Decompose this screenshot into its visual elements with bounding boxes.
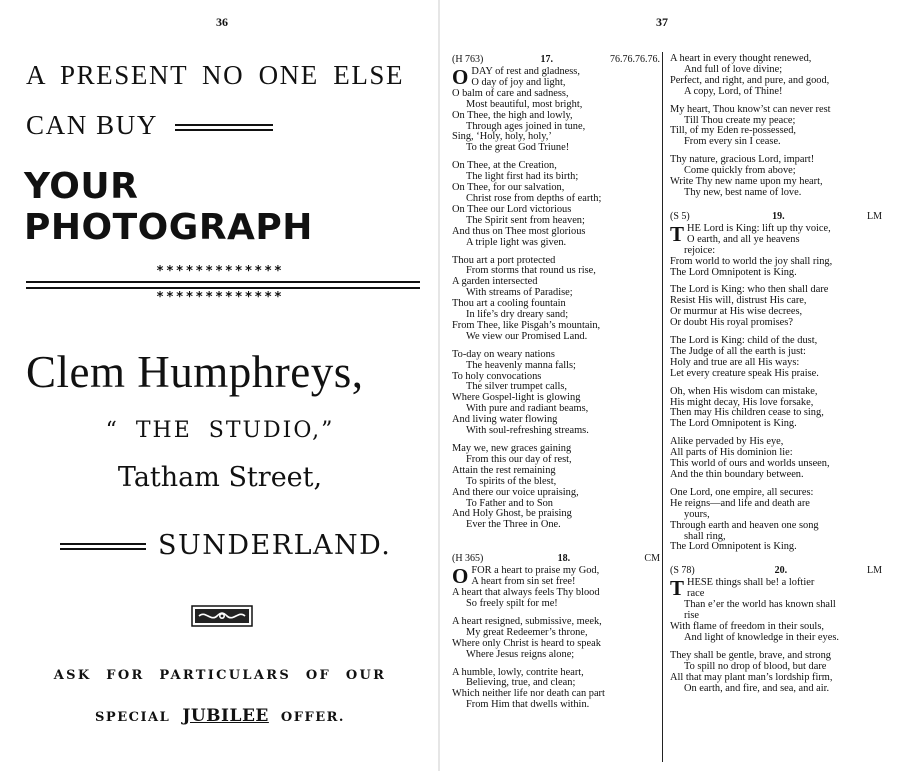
verse-line: Which neither life nor death can part — [452, 688, 605, 700]
hymn-ref: (S 5) — [670, 210, 690, 222]
hymn-meter: 76.76.76.76. — [609, 54, 660, 65]
stanza — [452, 668, 660, 712]
verse-line: Till, of my Eden re-possessed, — [670, 125, 797, 137]
right-page — [440, 0, 900, 771]
verse-line: With flame of freedom in their souls, — [670, 620, 824, 632]
stanza — [670, 155, 882, 199]
stanza — [670, 221, 882, 279]
verse-line: From world to world the joy shall ring, — [670, 255, 833, 267]
stanza — [670, 488, 882, 553]
verse-line: Till Thou create my peace; — [684, 114, 796, 126]
verse-line: We view our Promised Land. — [466, 330, 588, 342]
verse-line: race — [687, 588, 705, 600]
verse-line: rise — [684, 610, 700, 622]
verse-line: May we, new graces gaining — [452, 443, 572, 454]
verse-line: With pure and radiant beams, — [466, 403, 589, 415]
verse-line: And light of knowledge in their eyes. — [684, 631, 839, 643]
verse-line: A heart that always feels Thy blood — [452, 587, 600, 599]
town-line — [60, 530, 391, 561]
verse-line: Thy nature, gracious Lord, impart! — [670, 154, 815, 166]
verse-line: And the thin boundary between. — [670, 469, 804, 480]
verse-line: In life’s dry dreary sand; — [466, 309, 569, 321]
column-divider — [662, 52, 663, 762]
verse-line: All parts of His dominion lie: — [670, 447, 793, 459]
drop-cap: O — [452, 65, 469, 89]
verse-line: To Father and to Son — [466, 497, 554, 509]
verse-line: A humble, lowly, contrite heart, — [452, 666, 584, 678]
stanza — [670, 651, 882, 695]
verse-line: rejoice: — [684, 244, 716, 256]
hymn-ref: (H 365) — [452, 553, 484, 565]
verse-line: Believing, true, and clean; — [466, 677, 576, 689]
verse-line: Ever the Three in One. — [466, 519, 561, 531]
hymn-header — [670, 211, 882, 222]
verse-line: One Lord, one empire, all secures: — [670, 486, 814, 498]
ad-headline-line2 — [26, 110, 273, 141]
verse-line: Then may His children cease to sing, — [670, 407, 824, 419]
page-number-left: 36 — [216, 15, 228, 29]
verse-line: And thus on Thee most glorious — [452, 225, 586, 237]
hymn-block — [670, 211, 882, 553]
verse-line: O day of joy and light, — [471, 76, 566, 88]
verse-line: Thou art a cooling fountain — [452, 298, 566, 310]
verse-line: A heart in every thought renewed, — [670, 53, 812, 64]
hymn-block — [452, 553, 660, 711]
verse-line: All that may plant man’s lordship firm, — [670, 671, 833, 683]
verse-text: HE Lord is King: lift up thy voice, — [687, 222, 831, 234]
verse-line: Alike pervaded by His eye, — [670, 436, 784, 448]
double-rule — [60, 543, 146, 550]
street-address: Tatham Street, — [117, 462, 323, 493]
verse-line: From storms that round us rise, — [466, 265, 596, 277]
verse-line: yours, — [684, 508, 710, 520]
verse-line: From this our day of rest, — [466, 453, 572, 465]
hymn-meter: CM — [644, 553, 660, 565]
verse-line: This world of ours and worlds unseen, — [670, 458, 830, 470]
verse-line: And living water flowing — [452, 414, 558, 426]
verse-line: On Thee, the high and lowly, — [452, 109, 573, 121]
offer-line2 — [0, 706, 440, 726]
verse-line: A garden intersected — [452, 276, 538, 288]
verse-line: Attain the rest remaining — [452, 464, 556, 476]
verse-line: The heavenly manna falls; — [466, 359, 576, 371]
verse-line: On Thee, at the Creation, — [452, 160, 557, 172]
verse-line: Than e’er the world has known shall — [684, 599, 836, 611]
verse-line: And full of love divine; — [684, 63, 783, 75]
verse-line: Thy new, best name of love. — [684, 186, 802, 198]
verse-line: The silver trumpet calls, — [466, 381, 567, 393]
verse-line: Let every creature speak His praise. — [670, 367, 819, 379]
verse-line: Where Jesus reigns alone; — [466, 648, 575, 660]
verse-line: To the great God Triune! — [466, 142, 570, 154]
verse-line: My great Redeemer’s throne, — [466, 626, 588, 638]
hymn-header — [452, 553, 660, 564]
verse-line: Where only Christ is heard to speak — [452, 637, 601, 649]
verse-line: From Him that dwells within. — [466, 699, 590, 711]
verse-line: On earth, and fire, and sea, and air. — [684, 682, 830, 694]
stanza — [452, 256, 660, 343]
hymn-column-right — [670, 54, 882, 702]
verse-line: They shall be gentle, brave, and strong — [670, 649, 832, 661]
hymn-block — [452, 54, 660, 531]
verse-line: Resist His will, distrust His care, — [670, 295, 807, 307]
verse-line: Come quickly from above; — [684, 165, 796, 177]
verse-line: Perfect, and right, and pure, and good, — [670, 74, 830, 86]
star-row-bottom: ************* — [156, 290, 284, 305]
verse-line: On Thee, for our salvation, — [452, 182, 565, 194]
verse-text: DAY of rest and gladness, — [471, 66, 580, 77]
verse-line: And Holy Ghost, be praising — [452, 508, 572, 520]
verse-line: The Lord Omnipotent is King. — [670, 418, 797, 430]
drop-cap: T — [670, 576, 685, 601]
stanza — [670, 578, 882, 643]
hymn-number: 17. — [540, 54, 553, 65]
stanza — [670, 336, 882, 380]
verse-line: Or murmur at His wise decrees, — [670, 306, 803, 318]
verse-line: Sing, ‘Holy, holy, holy,’ — [452, 131, 552, 143]
verse-line: Through earth and heaven one song — [670, 519, 819, 531]
verse-line: So freely spilt for me! — [466, 597, 558, 609]
verse-line: Christ rose from depths of earth; — [466, 192, 602, 204]
verse-line: Write Thy new name upon my heart, — [670, 176, 823, 188]
verse-line: The light first had its birth; — [466, 171, 579, 183]
stanza — [452, 161, 660, 248]
verse-line: A heart from sin set free! — [471, 576, 576, 588]
stanza — [452, 444, 660, 531]
page-number-right: 37 — [656, 15, 668, 29]
left-page — [0, 0, 440, 771]
hymn-column-left — [452, 54, 660, 719]
verse-line: Or doubt His royal promises? — [670, 317, 793, 329]
offer-special: SPECIAL — [95, 710, 171, 725]
stanza — [452, 350, 660, 437]
stanza — [670, 105, 882, 149]
verse-line: Thou art a port protected — [452, 254, 556, 266]
studio-name: “ THE STUDIO,” — [105, 418, 335, 443]
hymn-number: 20. — [774, 565, 788, 577]
verse-line: The Lord Omnipotent is King. — [670, 541, 797, 553]
verse-line: A copy, Lord, of Thine! — [684, 85, 783, 97]
stanza — [670, 285, 882, 329]
verse-line: Most beautiful, most bright, — [466, 98, 583, 110]
verse-line: A triple light was given. — [466, 236, 567, 248]
stanza — [670, 387, 882, 431]
verse-line: The Judge of all the earth is just: — [670, 345, 806, 357]
verse-line: shall ring, — [684, 530, 726, 542]
ad-headline-line2-text: CAN BUY — [26, 110, 157, 140]
offer-end: OFFER. — [280, 710, 345, 725]
ornament-icon — [191, 605, 253, 627]
hymn-ref: (H 763) — [452, 54, 484, 65]
verse-line: O earth, and all ye heavens — [687, 233, 800, 245]
hymn-number: 19. — [772, 210, 785, 222]
town-name: SUNDERLAND. — [158, 530, 392, 561]
stanza — [452, 67, 660, 154]
stanza — [452, 566, 660, 610]
stanza — [452, 617, 660, 661]
verse-line: From every sin I cease. — [684, 136, 781, 148]
ad-big-headline: YOUR PHOTOGRAPH — [24, 166, 313, 248]
photographer-name: Clem Humphreys, — [26, 347, 364, 397]
verse-line: On Thee our Lord victorious — [452, 203, 572, 215]
hymn-ref: (S 78) — [670, 565, 695, 577]
verse-line: My heart, Thou know’st can never rest — [670, 103, 831, 115]
divider-rule-bottom — [26, 287, 420, 289]
verse-line: To spill no drop of blood, but dare — [684, 660, 827, 672]
verse-line: Holy and true are all His ways: — [670, 356, 800, 368]
verse-line: Where Gospel-light is glowing — [452, 392, 581, 404]
verse-line: The Lord is King: child of the dust, — [670, 335, 818, 347]
hymn-meter: LM — [866, 210, 882, 222]
offer-line1: ASK FOR PARTICULARS OF OUR — [53, 668, 387, 683]
verse-line: A heart resigned, submissive, meek, — [452, 615, 602, 627]
hymn-block — [670, 565, 882, 694]
hymn-number: 18. — [557, 553, 571, 565]
drop-cap: O — [452, 564, 469, 589]
verse-line: From Thee, like Pisgah’s mountain, — [452, 319, 601, 331]
verse-text: HESE things shall be! a loftier — [687, 577, 815, 589]
stanza — [670, 437, 882, 481]
verse-line: His might decay, His love forsake, — [670, 396, 814, 408]
verse-line: And there our voice upraising, — [452, 486, 579, 498]
verse-line: To-day on weary nations — [452, 348, 555, 360]
verse-line: With soul-refreshing streams. — [466, 425, 589, 437]
verse-line: To spirits of the blest, — [466, 475, 557, 487]
ad-headline-line1: A PRESENT NO ONE ELSE — [26, 60, 405, 90]
hymn-header — [452, 54, 660, 65]
hymn-header — [670, 565, 882, 576]
offer-jubilee: JUBILEE — [182, 706, 269, 726]
verse-text: FOR a heart to praise my God, — [471, 565, 600, 577]
divider-rule-top — [26, 281, 420, 283]
stanza — [670, 54, 882, 98]
hymn-block — [670, 54, 882, 199]
hymn-meter: LM — [866, 565, 882, 577]
verse-line: With streams of Paradise; — [466, 287, 573, 299]
verse-line: The Spirit sent from heaven; — [466, 214, 585, 226]
verse-line: Oh, when His wisdom can mistake, — [670, 385, 818, 397]
verse-line: O balm of care and sadness, — [452, 87, 569, 99]
double-rule — [175, 124, 273, 131]
verse-line: He reigns—and life and death are — [670, 497, 810, 509]
drop-cap: T — [670, 221, 685, 246]
verse-line: Through ages joined in tune, — [466, 120, 586, 132]
verse-line: The Lord Omnipotent is King. — [670, 266, 797, 278]
verse-line: The Lord is King: who then shall dare — [670, 284, 829, 296]
verse-line: To holy convocations — [452, 370, 542, 382]
star-row-top: ************* — [156, 264, 284, 279]
